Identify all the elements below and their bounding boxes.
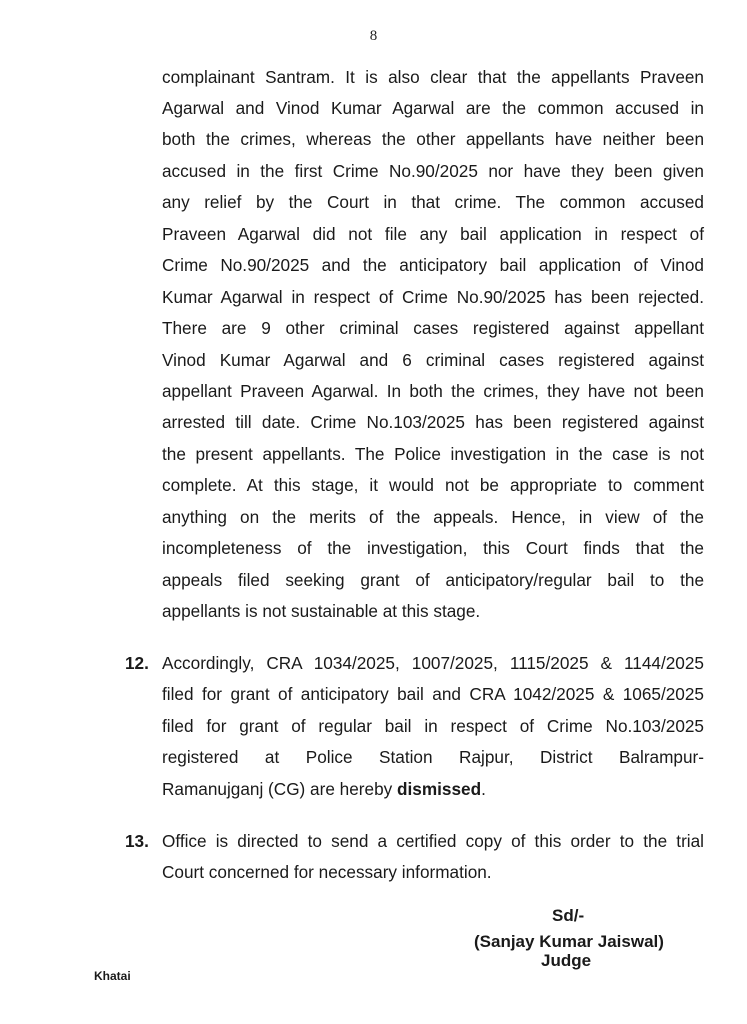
text-line: complainant Santram. It is also clear that the appellants Praveen <box>162 67 704 87</box>
text-line: appellant Praveen Agarwal. In both the crimes, they have not been <box>162 381 704 401</box>
page-number: 8 <box>369 28 378 44</box>
text-line: Vinod Kumar Agarwal and 6 criminal cases registered against <box>162 350 704 370</box>
text-line: Accordingly, CRA 1034/2025, 1007/2025, 1115/2025 & 1144/2025 <box>162 653 704 673</box>
judge-title: Judge <box>541 951 592 970</box>
text-line: Agarwal and Vinod Kumar Agarwal are the common accused in <box>162 98 704 118</box>
text-line: anything on the merits of the appeals. Hence, in view of the <box>162 507 704 527</box>
judge-name: (Sanjay Kumar Jaiswal) <box>474 932 664 951</box>
text-line: both the crimes, whereas the other appellants have neither been <box>162 129 704 149</box>
paragraph-number: 12. <box>125 653 149 673</box>
text-line: appeals filed seeking grant of anticipatory/regular bail to the <box>162 570 704 590</box>
signature-sd: Sd/- <box>552 906 585 925</box>
text-line: accused in the first Crime No.90/2025 nor have they been given <box>162 161 704 181</box>
text-line: complete. At this stage, it would not be appropriate to comment <box>162 475 704 495</box>
text-line: the present appellants. The Police investigation in the case is not <box>162 444 704 464</box>
text-line: any relief by the Court in that crime. The common accused <box>162 192 704 212</box>
paragraph-number: 13. <box>125 831 149 851</box>
text-line: incompleteness of the investigation, this Court finds that the <box>162 538 704 558</box>
text-line: Kumar Agarwal in respect of Crime No.90/2025 has been rejected. <box>162 287 704 307</box>
text-line: Court concerned for necessary information. <box>162 862 492 882</box>
text-line: Office is directed to send a certified copy of this order to the trial <box>162 831 704 851</box>
footer-initials: Khatai <box>94 969 131 983</box>
dismissed-emphasis: dismissed <box>397 779 482 799</box>
text-line: registered at Police Station Rajpur, District Balrampur- <box>162 747 704 767</box>
text-line: arrested till date. Crime No.103/2025 has been registered against <box>162 412 704 432</box>
text-line: Praveen Agarwal did not file any bail application in respect of <box>162 224 704 244</box>
text-line: There are 9 other criminal cases registered against appellant <box>162 318 704 338</box>
text-line: Crime No.90/2025 and the anticipatory bail application of Vinod <box>162 255 704 275</box>
text-line: appellants is not sustainable at this stage. <box>162 601 481 621</box>
text-line <box>162 779 704 799</box>
text-line: filed for grant of anticipatory bail and CRA 1042/2025 & 1065/2025 <box>162 684 704 704</box>
text-segment: Ramanujganj (CG) are hereby <box>162 779 398 799</box>
text-line: filed for grant of regular bail in respect of Crime No.103/2025 <box>162 716 704 736</box>
text-segment: . <box>481 779 486 799</box>
